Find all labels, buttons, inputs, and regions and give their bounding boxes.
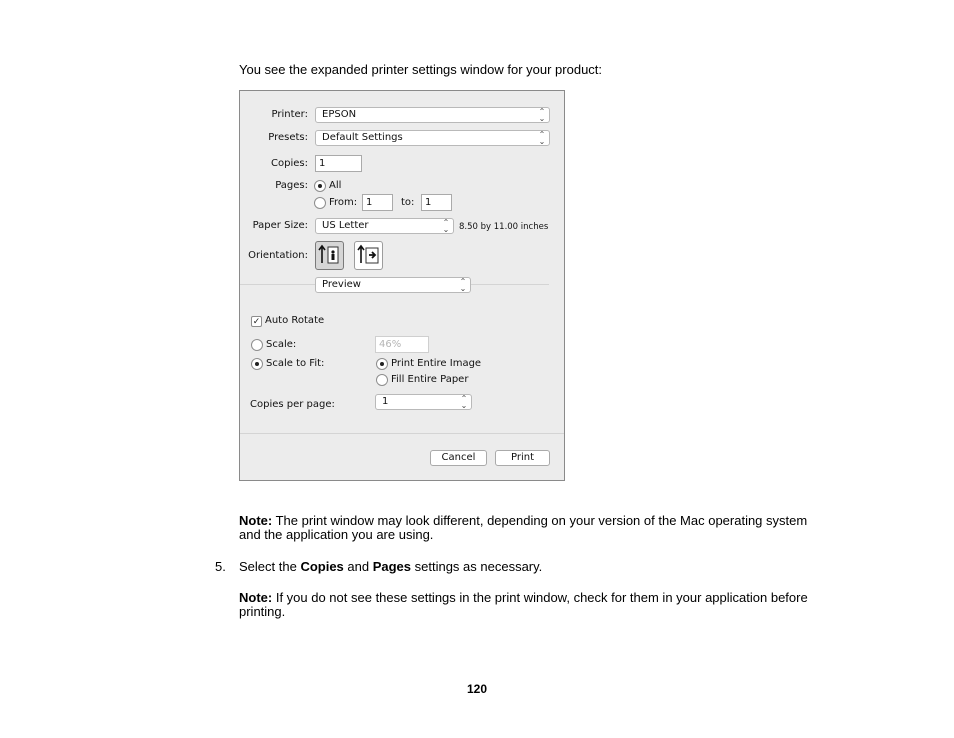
pages-from-radio[interactable] (314, 197, 326, 209)
step-copies: Copies (300, 559, 344, 574)
note-1-line-1: The print window may look different, depending on your version of the Mac operating system (272, 513, 808, 528)
step-text (239, 560, 542, 574)
pages-from-field[interactable]: 1 (362, 194, 393, 211)
paper-size-label: Paper Size: (252, 220, 308, 231)
orientation-label: Orientation: (248, 250, 308, 261)
chevron-updown-icon: ⌃ ⌄ (538, 107, 546, 123)
cancel-button[interactable]: Cancel (430, 450, 487, 466)
scale-radio[interactable] (251, 339, 263, 351)
pages-from-label: From: (329, 197, 358, 208)
presets-value: Default Settings (322, 132, 403, 143)
scale-field[interactable]: 46% (375, 336, 429, 353)
separator (240, 284, 315, 285)
auto-rotate-checkbox[interactable]: ✓ (252, 317, 261, 327)
copies-per-page-value: 1 (382, 396, 389, 407)
paper-size-dims: 8.50 by 11.00 inches (459, 222, 549, 232)
scale-label: Scale: (266, 339, 297, 350)
step-text-post: settings as necessary. (411, 559, 543, 574)
print-dialog (239, 90, 565, 481)
intro-text: You see the expanded printer settings window for your product: (239, 62, 603, 77)
portrait-icon (316, 242, 343, 269)
scale-to-fit-radio[interactable] (251, 358, 263, 370)
printer-select[interactable] (315, 107, 550, 123)
pages-all-radio[interactable] (314, 180, 326, 192)
presets-label: Presets: (268, 132, 308, 143)
pages-all-label: All (329, 180, 342, 191)
fill-entire-paper-radio[interactable] (376, 374, 388, 386)
note-2 (239, 591, 829, 619)
note-1-line-2: and the application you are using. (239, 527, 434, 542)
paper-size-value: US Letter (322, 220, 369, 231)
printer-label: Printer: (271, 109, 308, 120)
landscape-icon (355, 242, 382, 269)
step-text-pre: Select the (239, 559, 301, 574)
scale-to-fit-label: Scale to Fit: (266, 358, 325, 369)
note-1-label: Note: (239, 513, 273, 528)
portrait-orientation-button[interactable] (315, 241, 344, 270)
note-1 (239, 514, 829, 542)
note-2-line-2: printing. (239, 604, 286, 619)
copies-field[interactable]: 1 (315, 155, 362, 172)
chevron-updown-icon: ⌃ ⌄ (442, 218, 450, 234)
printer-value: EPSON (322, 109, 357, 120)
separator (240, 433, 564, 434)
print-button[interactable]: Print (495, 450, 550, 466)
auto-rotate-label: Auto Rotate (265, 315, 325, 326)
copies-per-page-label: Copies per page: (250, 399, 335, 410)
copies-per-page-select[interactable] (375, 394, 472, 410)
chevron-updown-icon: ⌃ ⌄ (460, 394, 468, 410)
landscape-orientation-button[interactable] (354, 241, 383, 270)
separator (471, 284, 549, 285)
section-value: Preview (322, 279, 361, 290)
chevron-updown-icon: ⌃ ⌄ (538, 130, 546, 146)
step-pages: Pages (372, 559, 412, 574)
step-number: 5. (215, 559, 226, 574)
pages-to-field[interactable]: 1 (421, 194, 452, 211)
copies-label: Copies: (271, 158, 308, 169)
note-2-line-1: If you do not see these settings in the print window, check for them in your application before (272, 590, 808, 605)
section-select[interactable] (315, 277, 471, 293)
presets-select[interactable] (315, 130, 550, 146)
paper-size-select[interactable] (315, 218, 454, 234)
print-entire-image-label: Print Entire Image (391, 358, 482, 369)
fill-entire-paper-label: Fill Entire Paper (391, 374, 469, 385)
chevron-updown-icon: ⌃ ⌄ (459, 277, 467, 293)
note-2-label: Note: (239, 590, 273, 605)
step-and: and (343, 559, 373, 574)
pages-to-label: to: (401, 197, 415, 208)
pages-label: Pages: (275, 180, 308, 191)
page-number: 120 (466, 682, 488, 696)
print-entire-image-radio[interactable] (376, 358, 388, 370)
